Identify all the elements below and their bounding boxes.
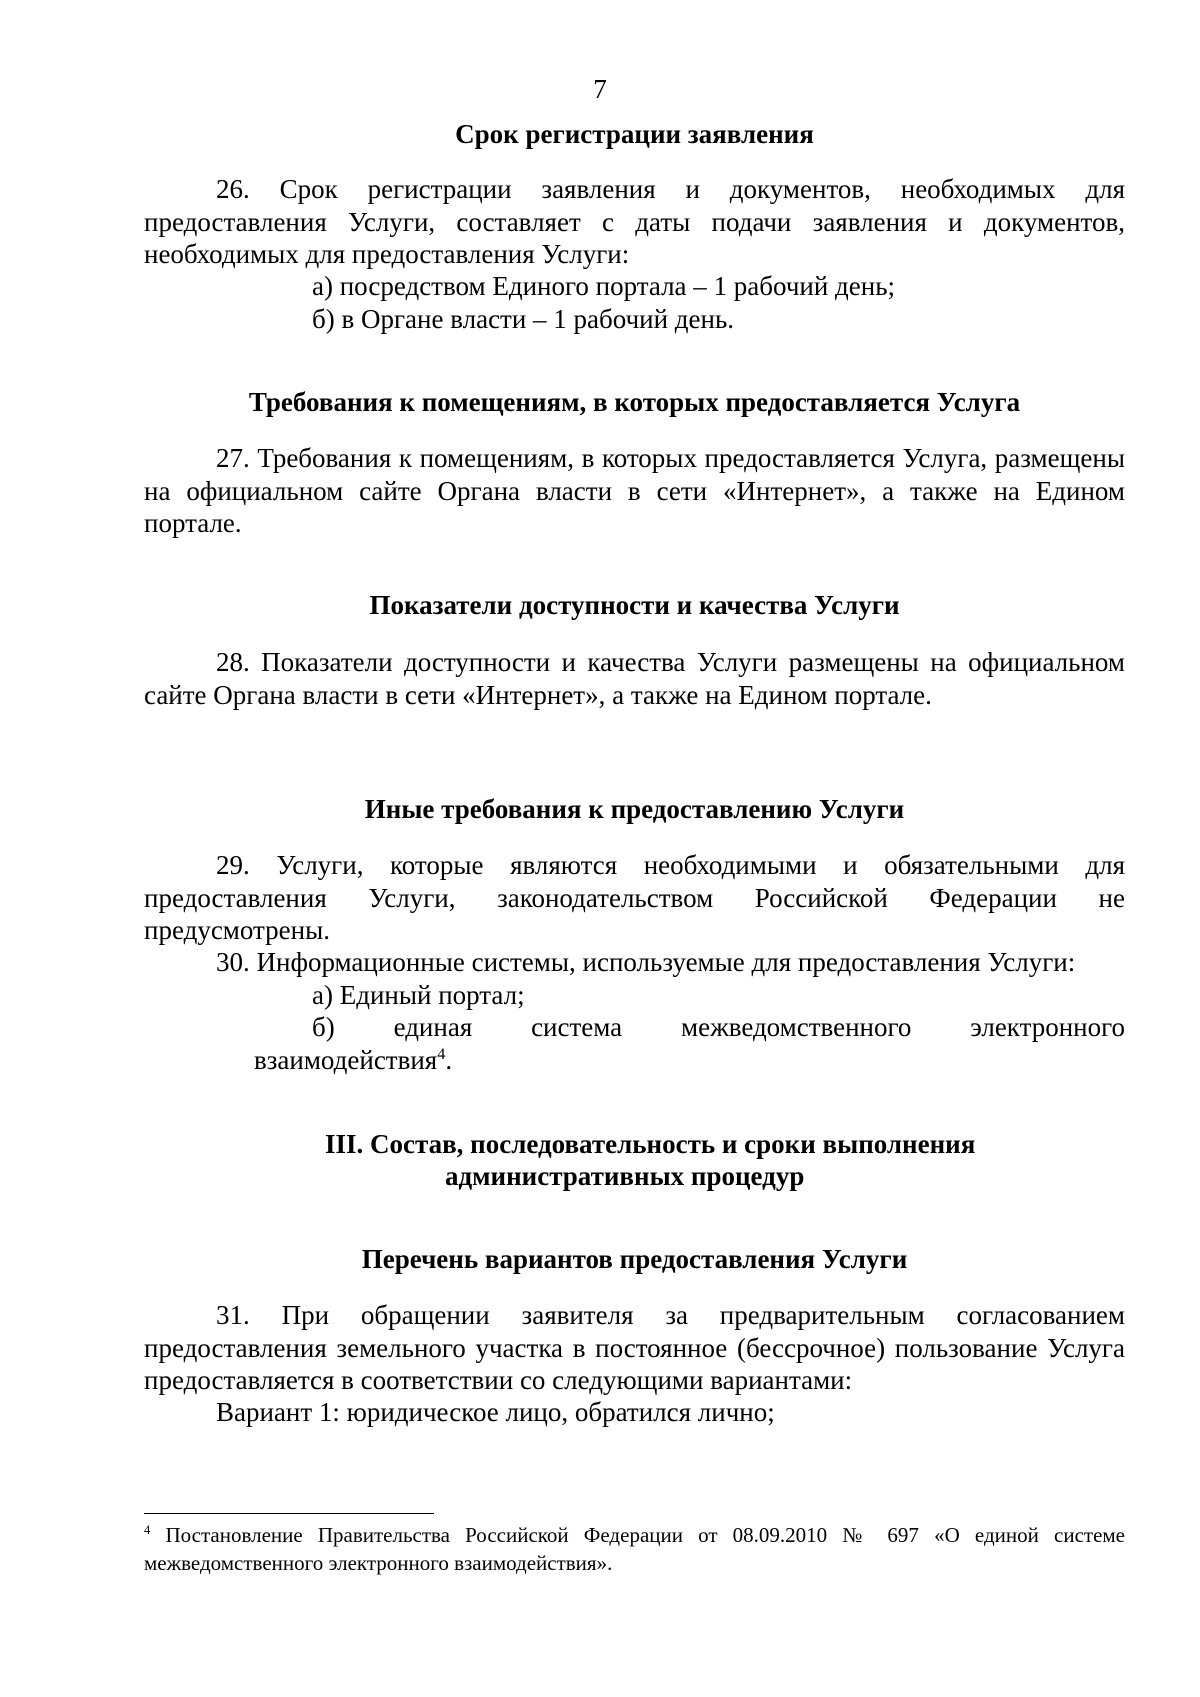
- list-item-30b-text: взаимодействия: [254, 1044, 438, 1075]
- list-item-26b: б) в Органе власти – 1 рабочий день.: [312, 304, 735, 334]
- list-item-30a: а) Единый портал;: [312, 980, 525, 1010]
- footnote-text: Постановление Правительства Российской Федерации от 08.09.2010 № 697 «О единой системе межведомственного электронного взаимодействия».: [144, 1523, 1125, 1575]
- list-item-26a: а) посредством Единого портала – 1 рабочий день;: [312, 271, 896, 301]
- paragraph-31: 31. При обращении заявителя за предварительным согласованием предоставления земельного участка в постоянное (бессрочное) пользование Услуга предоставляется в соответствии со следующими вариантами:: [144, 1300, 1125, 1395]
- paragraph-28: 28. Показатели доступности и качества Услуги размещены на официальном сайте Органа власти в сети «Интернет», а также на Едином портале.: [144, 647, 1125, 710]
- variant-1: Вариант 1: юридическое лицо, обратился лично;: [216, 1397, 775, 1427]
- paragraph-27: 27. Требования к помещениям, в которых предоставляется Услуга, размещены на официальном сайте Органа власти в сети «Интернет», а также на Едином портале.: [144, 443, 1125, 538]
- heading-chapter-3-line1: III. Состав, последовательность и сроки выполнения: [325, 1129, 976, 1159]
- footnote-4: [144, 1521, 1125, 1577]
- footnote-ref-4: 4: [437, 1044, 446, 1063]
- heading-registration-term: Срок регистрации заявления: [455, 119, 814, 149]
- heading-variants-list: Перечень вариантов предоставления Услуги: [361, 1244, 908, 1274]
- paragraph-26: 26. Срок регистрации заявления и документов, необходимых для предоставления Услуги, составляет с даты подачи заявления и документов, необходимых для предоставления Услуги:: [144, 174, 1125, 269]
- paragraph-30: 30. Информационные системы, используемые для предоставления Услуги:: [216, 947, 1076, 977]
- heading-other-requirements: Иные требования к предоставлению Услуги: [364, 794, 905, 824]
- paragraph-29: 29. Услуги, которые являются необходимыми и обязательными для предоставления Услуги, законодательством Российской Федерации не предусмотрены.: [144, 850, 1125, 945]
- heading-premises-requirements: Требования к помещениям, в которых предоставляется Услуга: [248, 387, 1021, 417]
- list-item-30b-end: .: [445, 1044, 453, 1075]
- page-number: 7: [593, 74, 607, 104]
- footnote-marker: 4: [144, 1523, 151, 1537]
- heading-accessibility-quality: Показатели доступности и качества Услуги: [369, 590, 900, 620]
- list-item-30b-line1: б) единая система межведомственного электронного: [312, 1012, 1125, 1042]
- list-item-30b-line2: [144, 1044, 1125, 1077]
- heading-chapter-3-line2: административных процедур: [445, 1161, 805, 1191]
- footnote-separator: [144, 1513, 434, 1514]
- list-item-30b: [144, 1011, 1125, 1076]
